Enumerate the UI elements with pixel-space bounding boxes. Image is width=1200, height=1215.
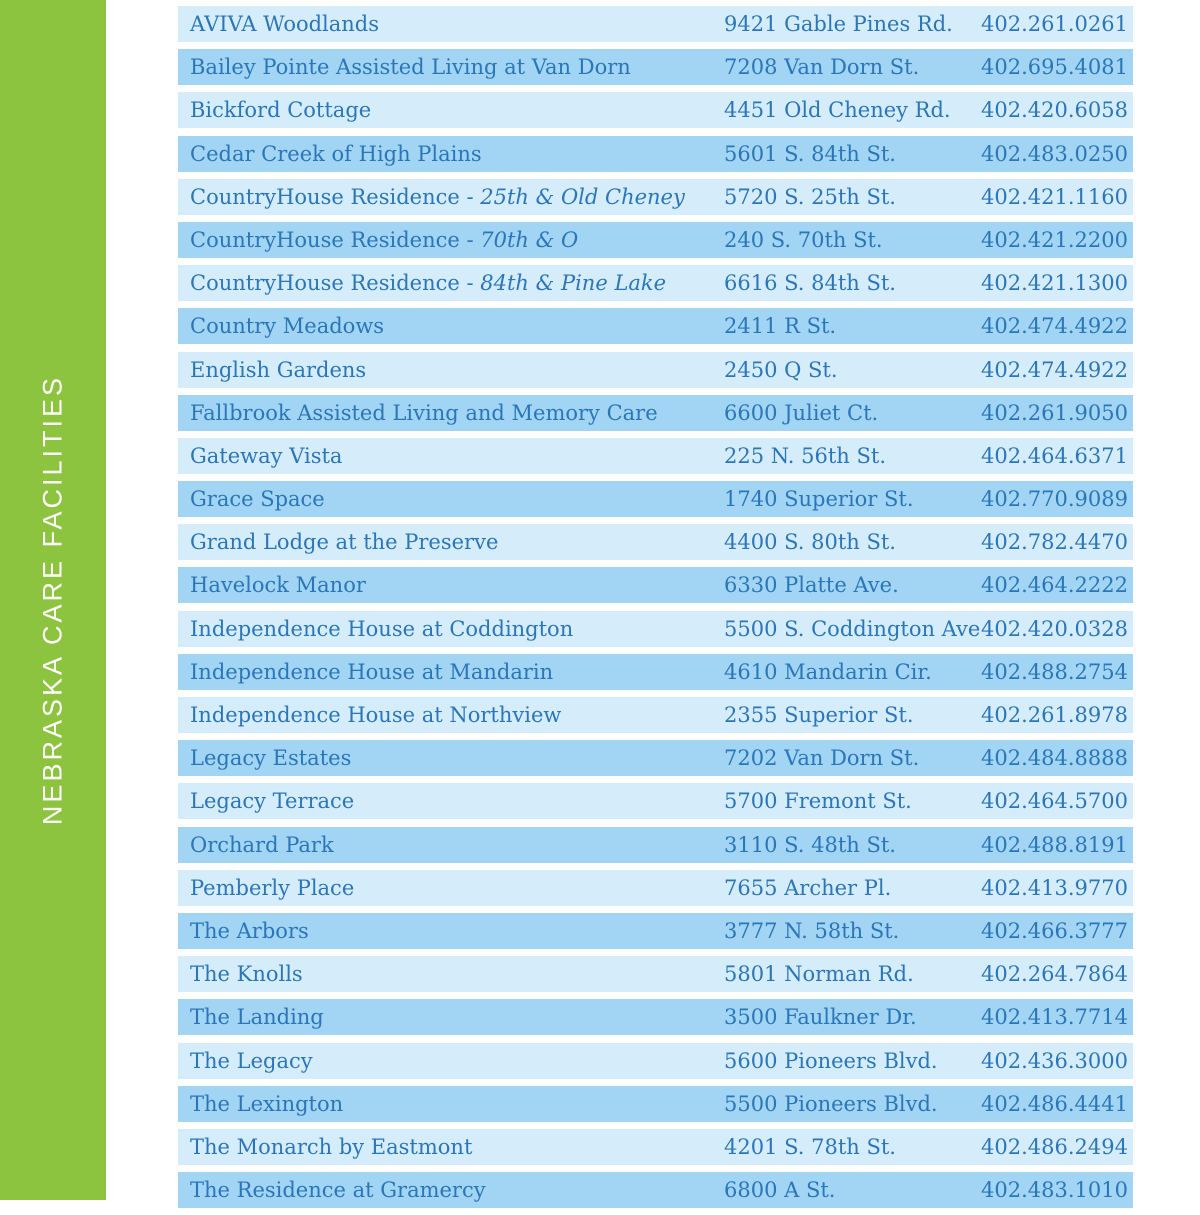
facility-name <box>190 352 366 388</box>
table-row <box>178 92 1133 128</box>
table-row <box>178 870 1133 906</box>
facility-name <box>190 783 354 819</box>
facility-name <box>190 6 379 42</box>
facility-address: 225 N. 56th St. <box>724 443 887 468</box>
table-row <box>178 956 1133 992</box>
facility-phone: 402.464.6371 <box>981 443 1128 468</box>
facility-name <box>190 654 553 690</box>
facility-address: 6330 Platte Ave. <box>724 573 899 598</box>
facility-phone: 402.413.9770 <box>981 875 1128 900</box>
table-row <box>178 352 1133 388</box>
facility-phone: 402.420.0328 <box>981 616 1128 641</box>
facility-address: 4610 Mandarin Cir. <box>724 659 932 684</box>
facility-phone: 402.486.4441 <box>981 1091 1128 1116</box>
facility-phone: 402.488.2754 <box>981 659 1128 684</box>
facility-name <box>190 49 631 85</box>
table-row <box>178 438 1133 474</box>
table-row <box>178 611 1133 647</box>
facility-name-text: Independence House at Coddington <box>190 616 574 641</box>
facility-name <box>190 136 482 172</box>
facility-name <box>190 481 325 517</box>
facility-address: 3500 Faulkner Dr. <box>724 1005 917 1030</box>
facility-phone: 402.474.4922 <box>981 357 1128 382</box>
facility-address: 240 S. 70th St. <box>724 227 883 252</box>
facility-address: 5600 Pioneers Blvd. <box>724 1048 938 1073</box>
facility-address: 6800 A St. <box>724 1178 836 1203</box>
facility-name-text: Gateway Vista <box>190 443 343 468</box>
facility-name-text: CountryHouse Residence - <box>190 271 481 296</box>
facility-name-text: Legacy Estates <box>190 746 352 771</box>
table-row <box>178 481 1133 517</box>
facility-address: 4451 Old Cheney Rd. <box>724 98 951 123</box>
facility-name <box>190 1043 313 1079</box>
table-row <box>178 179 1133 215</box>
facility-location-suffix: 70th & O <box>480 227 579 252</box>
facility-phone: 402.436.3000 <box>981 1048 1128 1073</box>
table-row <box>178 999 1133 1035</box>
facility-name-text: Havelock Manor <box>190 573 366 598</box>
facility-address: 7208 Van Dorn St. <box>724 55 920 80</box>
facility-address: 2355 Superior St. <box>724 703 914 727</box>
facility-name <box>190 999 324 1035</box>
table-row <box>178 6 1133 42</box>
facility-phone: 402.464.5700 <box>981 789 1128 814</box>
facility-name-text: Cedar Creek of High Plains <box>190 141 482 166</box>
facility-phone: 402.695.4081 <box>981 55 1128 80</box>
facility-address: 5801 Norman Rd. <box>724 962 914 987</box>
facility-phone: 402.488.8191 <box>981 832 1128 857</box>
facility-address: 1740 Superior St. <box>724 487 914 512</box>
facility-address: 5700 Fremont St. <box>724 789 912 814</box>
facility-name <box>190 524 498 560</box>
table-row <box>178 1043 1133 1079</box>
facility-name-text: Orchard Park <box>190 832 334 857</box>
table-row <box>178 1129 1133 1165</box>
facility-name-text: Grand Lodge at the Preserve <box>190 530 499 555</box>
facility-phone: 402.486.2494 <box>981 1134 1128 1159</box>
facility-phone: 402.770.9089 <box>981 487 1128 512</box>
facility-name-text: The Legacy <box>190 1048 313 1073</box>
table-row <box>178 654 1133 690</box>
facility-address: 7202 Van Dorn St. <box>724 746 920 771</box>
facility-address: 2411 R St. <box>724 314 837 339</box>
facility-address: 5720 S. 25th St. <box>724 184 896 209</box>
facility-phone: 402.782.4470 <box>981 530 1128 555</box>
facility-phone: 402.261.8978 <box>981 703 1128 727</box>
table-row <box>178 827 1133 863</box>
facility-name-text: Independence House at Northview <box>190 703 562 727</box>
table-row <box>178 1172 1133 1208</box>
facility-name-text: CountryHouse Residence - <box>190 227 481 252</box>
facility-name-text: The Residence at Gramercy <box>190 1178 486 1203</box>
facility-name-text: CountryHouse Residence - <box>190 184 481 209</box>
facility-name <box>190 870 354 906</box>
facility-phone: 402.474.4922 <box>981 314 1128 339</box>
facility-name <box>190 438 342 474</box>
facility-phone: 402.466.3777 <box>981 918 1128 943</box>
facility-name <box>190 913 309 949</box>
facility-name <box>190 697 561 733</box>
facility-name-text: The Landing <box>190 1005 324 1030</box>
facility-address: 3777 N. 58th St. <box>724 918 900 943</box>
facility-address: 3110 S. 48th St. <box>724 832 896 857</box>
facility-name-text: Bickford Cottage <box>190 98 372 123</box>
facility-phone: 402.261.0261 <box>981 12 1128 36</box>
facility-name <box>190 308 384 344</box>
facility-name-text: The Monarch by Eastmont <box>190 1134 473 1159</box>
facility-address: 4201 S. 78th St. <box>724 1134 896 1159</box>
facility-name-text: Bailey Pointe Assisted Living at Van Dorn <box>190 55 631 80</box>
facility-address: 2450 Q St. <box>724 357 838 382</box>
facility-location-suffix: 25th & Old Cheney <box>480 184 685 209</box>
facility-address: 7655 Archer Pl. <box>724 875 892 900</box>
table-row <box>178 136 1133 172</box>
facility-phone: 402.483.1010 <box>981 1178 1128 1203</box>
facility-name-text: The Lexington <box>190 1091 344 1116</box>
sidebar-title: NEBRASKA CARE FACILITIES <box>37 374 68 826</box>
table-row <box>178 740 1133 776</box>
facility-phone: 402.484.8888 <box>981 746 1128 771</box>
facility-phone: 402.421.2200 <box>981 227 1128 252</box>
facility-phone: 402.420.6058 <box>981 98 1128 123</box>
facility-address: 6600 Juliet Ct. <box>724 400 879 425</box>
table-row <box>178 49 1133 85</box>
facility-name <box>190 611 573 647</box>
facility-name-text: Independence House at Mandarin <box>190 659 554 684</box>
facility-name-text: The Knolls <box>190 962 303 987</box>
table-row <box>178 697 1133 733</box>
facility-address: 5500 Pioneers Blvd. <box>724 1091 938 1116</box>
facility-name-text: English Gardens <box>190 357 367 382</box>
table-row <box>178 783 1133 819</box>
table-row <box>178 265 1133 301</box>
facility-name-text: Pemberly Place <box>190 875 355 900</box>
facility-name <box>190 1129 472 1165</box>
facility-address: 5500 S. Coddington Ave <box>724 616 981 641</box>
facility-name <box>190 956 303 992</box>
facility-name-text: Legacy Terrace <box>190 789 355 814</box>
facility-name <box>190 179 685 215</box>
facility-name-text: Fallbrook Assisted Living and Memory Care <box>190 400 658 425</box>
facility-address: 4400 S. 80th St. <box>724 530 896 555</box>
facility-phone: 402.261.9050 <box>981 400 1128 425</box>
table-row <box>178 567 1133 603</box>
facility-location-suffix: 84th & Pine Lake <box>480 271 667 296</box>
facility-name-text: AVIVA Woodlands <box>190 12 380 36</box>
facility-phone: 402.483.0250 <box>981 141 1128 166</box>
facility-address: 9421 Gable Pines Rd. <box>724 12 953 36</box>
facility-address: 6616 S. 84th St. <box>724 271 896 296</box>
facility-name <box>190 567 366 603</box>
facility-name-text: Country Meadows <box>190 314 385 339</box>
facility-phone: 402.421.1300 <box>981 271 1128 296</box>
facility-phone: 402.413.7714 <box>981 1005 1128 1030</box>
facility-phone: 402.421.1160 <box>981 184 1128 209</box>
facility-table <box>178 6 1133 1215</box>
facility-name <box>190 92 371 128</box>
facility-address: 5601 S. 84th St. <box>724 141 896 166</box>
facility-name-text: The Arbors <box>190 918 309 943</box>
facility-name <box>190 222 578 258</box>
table-row <box>178 524 1133 560</box>
facility-name <box>190 395 658 431</box>
table-row <box>178 395 1133 431</box>
table-row <box>178 308 1133 344</box>
facility-name-text: Grace Space <box>190 487 325 512</box>
table-row <box>178 1086 1133 1122</box>
facility-name <box>190 827 334 863</box>
facility-name <box>190 1172 486 1208</box>
facility-name <box>190 265 666 301</box>
facility-phone: 402.264.7864 <box>981 962 1128 987</box>
table-row <box>178 913 1133 949</box>
facility-phone: 402.464.2222 <box>981 573 1128 598</box>
facility-name <box>190 740 351 776</box>
table-row <box>178 222 1133 258</box>
sidebar <box>0 0 106 1200</box>
facility-name <box>190 1086 343 1122</box>
